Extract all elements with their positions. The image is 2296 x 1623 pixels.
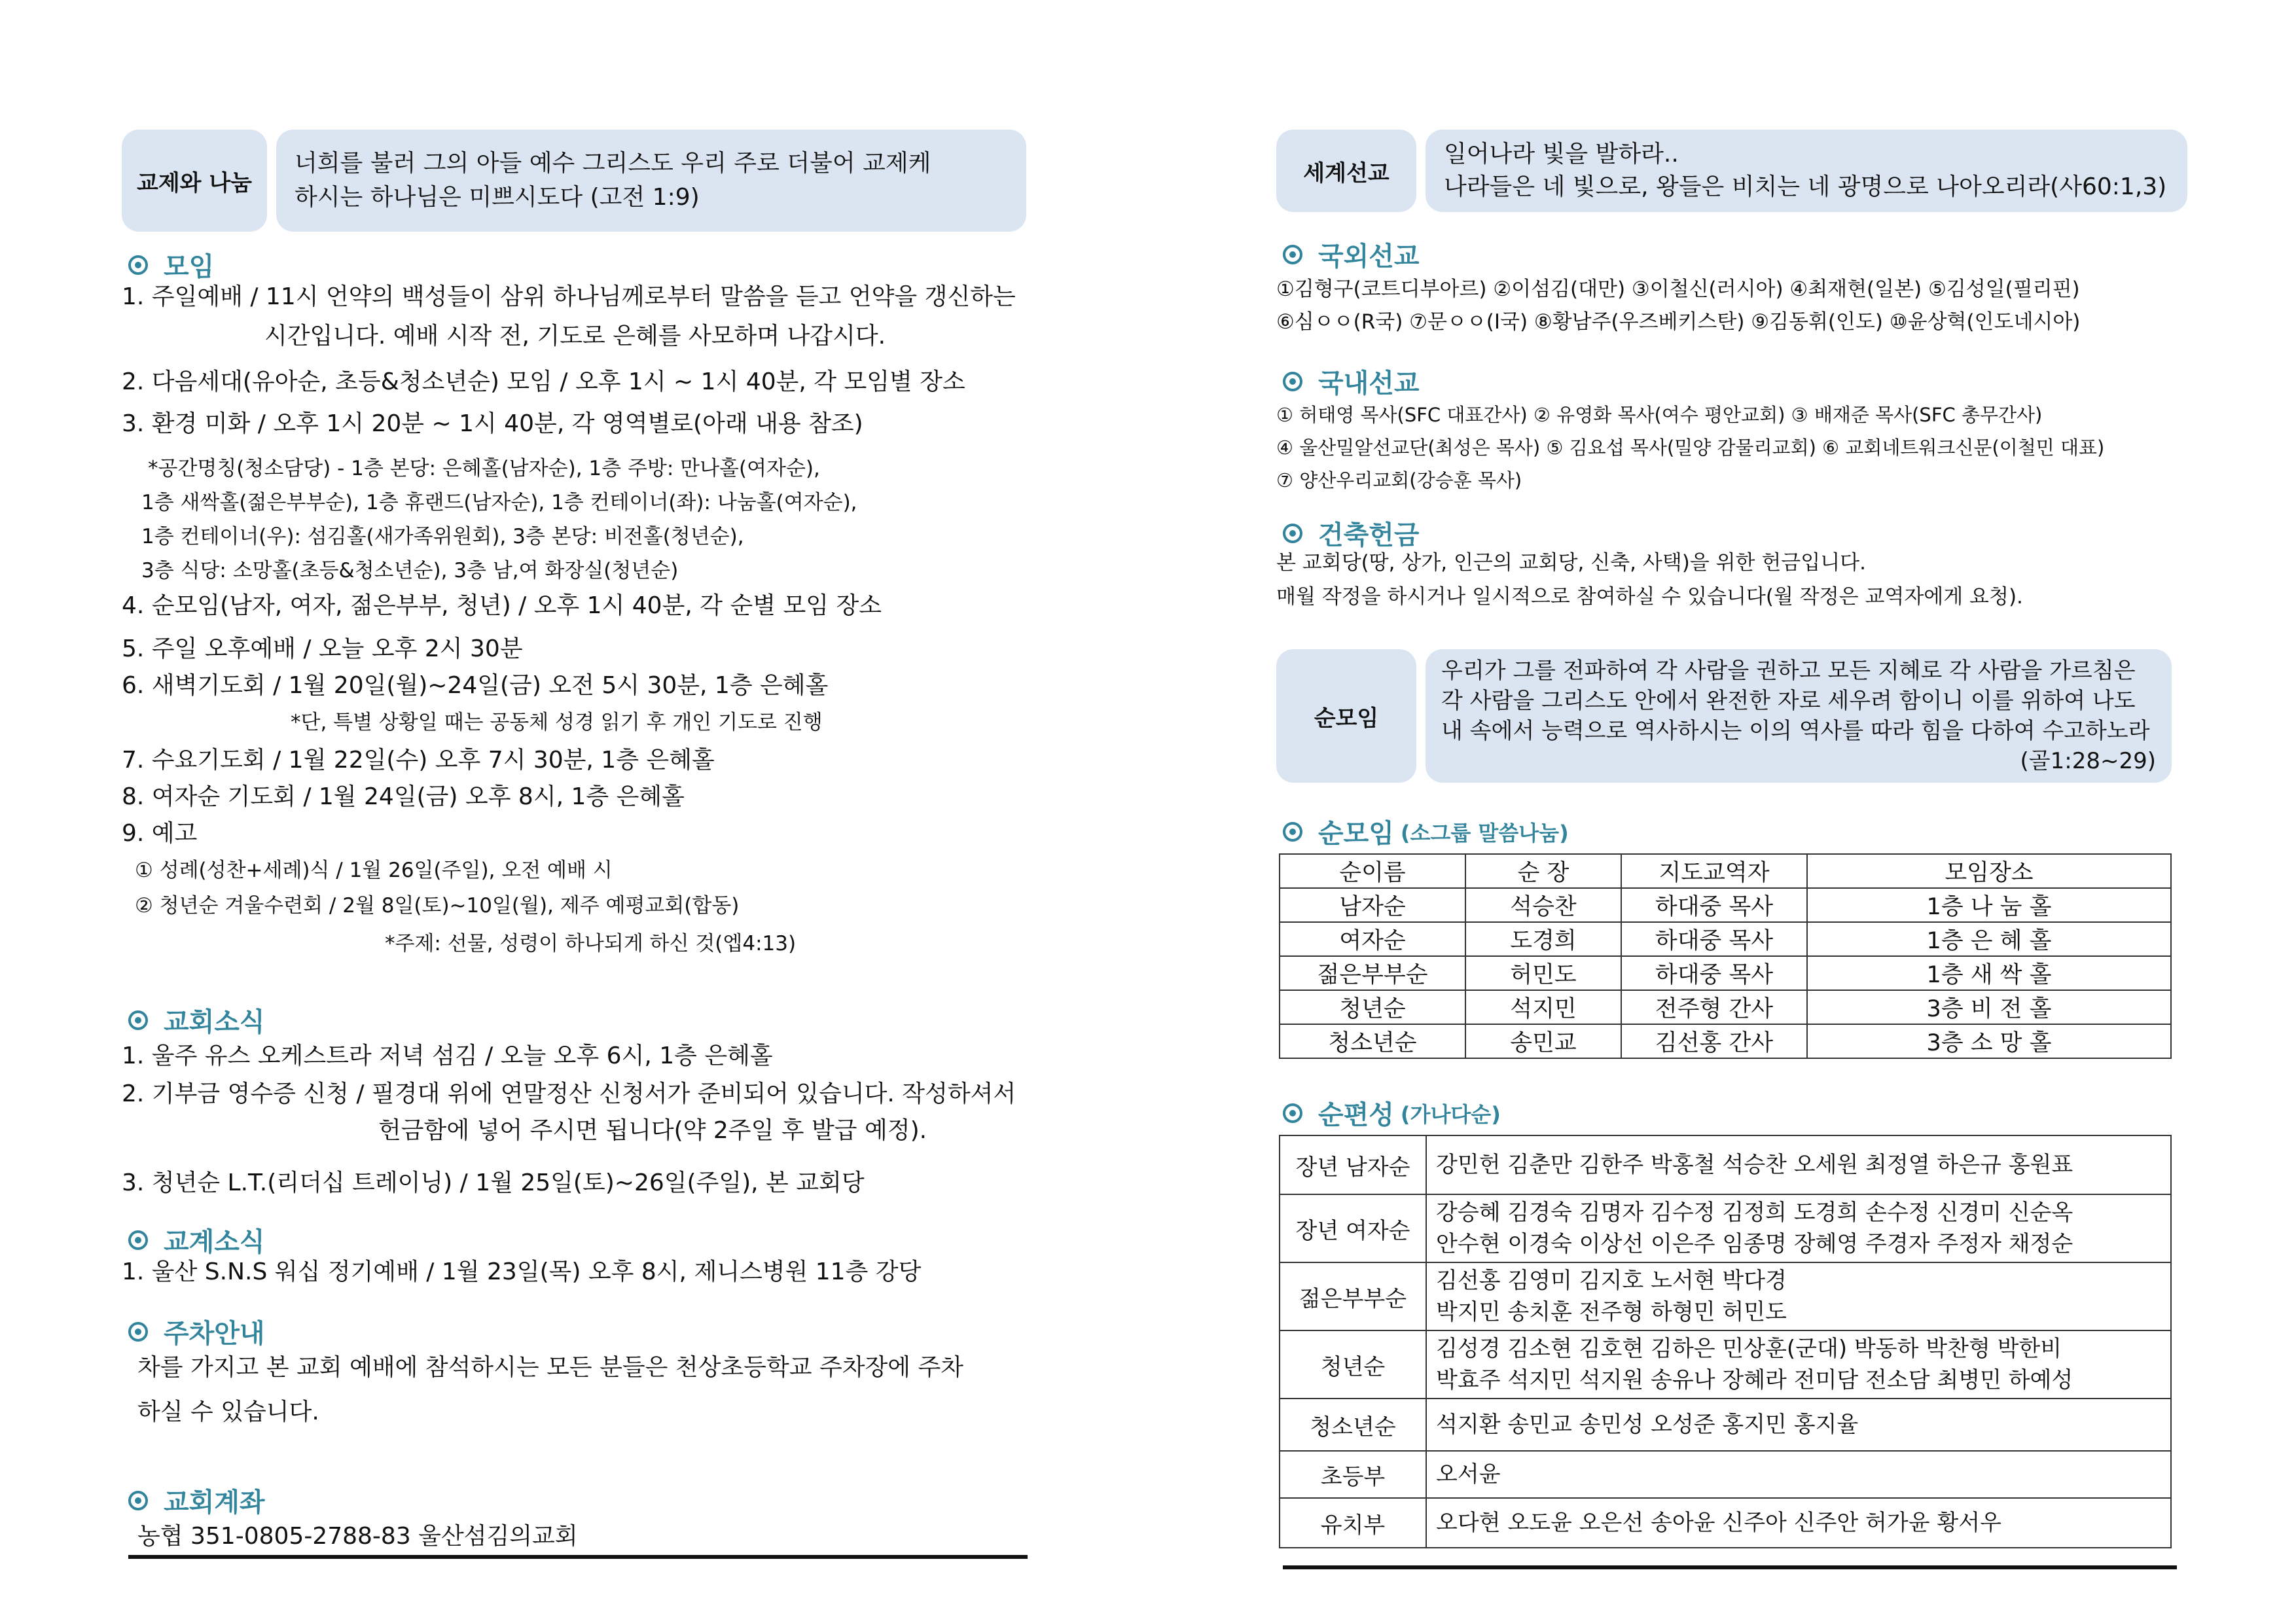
- member-names: 석지환 송민교 송민성 오성준 홍지민 홍지율: [1426, 1399, 2171, 1451]
- bullet-icon: [128, 1491, 148, 1510]
- mission-header: [1276, 130, 2187, 212]
- domestic-line-2: ④ 울산밀알선교단(최성은 목사) ⑤ 김요섭 목사(밀양 감물리교회) ⑥ 교회네트워크신문(이철민 대표): [1276, 437, 2105, 459]
- parking-title: 주차안내: [128, 1313, 265, 1350]
- table-row: [1280, 1451, 2171, 1498]
- table-cell: 청소년순: [1280, 1024, 1465, 1058]
- parking-line-1: 차를 가지고 본 교회 예배에 참석하시는 모든 분들은 천상초등학교 주차장에 주차: [137, 1354, 964, 1381]
- meeting-line-8: 8. 여자순 기도회 / 1월 24일(금) 오후 8시, 1층 은혜홀: [122, 783, 685, 810]
- denomination-news-line-1: 1. 울산 S.N.S 워십 정기예배 / 1월 23일(목) 오후 8시, 제니스병원 11층 강당: [122, 1258, 922, 1285]
- member-group-label: 장년 남자순: [1280, 1135, 1426, 1194]
- fellowship-header-label: 교제와 나눔: [122, 130, 267, 232]
- member-group-label: 초등부: [1280, 1451, 1426, 1498]
- table-row: [1280, 1024, 2171, 1058]
- bullet-icon: [1283, 245, 1302, 264]
- bullet-icon: [1283, 372, 1302, 391]
- mission-verse-line-2: 나라들은 네 빛으로, 왕들은 비치는 네 광명으로 나아오리라(사60:1,3): [1444, 173, 2167, 200]
- meeting-line-5: 5. 주일 오후예배 / 오늘 오후 2시 30분: [122, 635, 523, 662]
- table-row: [1280, 1498, 2171, 1548]
- table-row: [1280, 1399, 2171, 1451]
- table-row: [1280, 1262, 2171, 1330]
- bullet-icon: [1283, 524, 1302, 543]
- building-fund-title: 건축헌금: [1283, 514, 1420, 552]
- meeting-line-3b: 1층 새싹홀(젊은부부순), 1층 휴랜드(남자순), 1층 컨테이너(좌): 나눔홀(여자순),: [141, 491, 857, 514]
- table-cell: 도경희: [1465, 922, 1621, 956]
- table-row: [1280, 1135, 2171, 1194]
- meeting-line-7: 7. 수요기도회 / 1월 22일(수) 오후 7시 30분, 1층 은혜홀: [122, 747, 715, 774]
- group-verse-line-3: 내 속에서 능력으로 역사하시는 이의 역사를 따라 힘을 다하여 수고하노라: [1441, 718, 2150, 744]
- meeting-line-6: 6. 새벽기도회 / 1월 20일(월)~24일(금) 오전 5시 30분, 1층 은혜홀: [122, 672, 829, 699]
- table-cell: 하대중 목사: [1621, 922, 1807, 956]
- building-line-1: 본 교회당(땅, 상가, 인근의 교회당, 신축, 사택)을 위한 헌금입니다.: [1276, 551, 1866, 575]
- domestic-line-3: ⑦ 양산우리교회(강승훈 목사): [1276, 469, 1522, 491]
- domestic-mission-title: 국내선교: [1283, 363, 1420, 400]
- bullet-icon: [128, 1010, 148, 1030]
- table-cell: 1층 은 혜 홀: [1807, 922, 2171, 956]
- meeting-line-1: 1. 주일예배 / 11시 언약의 백성들이 삼위 하나님께로부터 말씀을 듣고 언약을 갱신하는: [122, 283, 1016, 310]
- bottom-rule-left: [128, 1555, 1028, 1559]
- member-names: 김성경 김소현 김호현 김하은 민상훈(군대) 박동하 박찬형 박한비 박효주 석지민 석지원 송유나 장혜라 전미담 전소담 최병민 하예성: [1426, 1330, 2171, 1399]
- table-header-cell: 지도교역자: [1621, 854, 1807, 888]
- meeting-line-9: 9. 예고: [122, 820, 198, 847]
- member-names: 강승혜 김경숙 김명자 김수정 김정희 도경희 손수정 신경미 신순옥 안수현 이경숙 이상선 이은주 임종명 장혜영 주경자 주정자 채정순: [1426, 1194, 2171, 1262]
- table-row: [1280, 922, 2171, 956]
- table-cell: 석지민: [1465, 990, 1621, 1024]
- member-group-label: 유치부: [1280, 1498, 1426, 1548]
- fellowship-header: [122, 130, 1026, 232]
- bottom-rule-right: [1283, 1565, 2177, 1569]
- table-cell: 허민도: [1465, 956, 1621, 990]
- table-cell: 송민교: [1465, 1024, 1621, 1058]
- meeting-section-title: 모임: [128, 246, 214, 283]
- table-cell: 젊은부부순: [1280, 956, 1465, 990]
- table-row: [1280, 956, 2171, 990]
- church-news-line-2b: 헌금함에 넣어 주시면 됩니다(약 2주일 후 발급 예정).: [378, 1117, 927, 1144]
- bullet-icon: [128, 1322, 148, 1342]
- table-row: [1280, 1330, 2171, 1399]
- table-cell: 청년순: [1280, 990, 1465, 1024]
- mission-header-verse: [1426, 130, 2187, 212]
- member-group-label: 장년 여자순: [1280, 1194, 1426, 1262]
- bullet-icon: [128, 255, 148, 275]
- table-row: [1280, 990, 2171, 1024]
- group-verse-line-4: (골1:28~29): [2020, 748, 2156, 774]
- member-names: 김선홍 김영미 김지호 노서현 박다경 박지민 송치훈 전주형 하형민 허민도: [1426, 1262, 2171, 1330]
- account-title: 교회계좌: [128, 1482, 265, 1519]
- small-group-header: [1276, 649, 2172, 783]
- bullet-icon: [1283, 822, 1302, 842]
- table-cell: 3층 비 전 홀: [1807, 990, 2171, 1024]
- bullet-icon: [128, 1230, 148, 1250]
- meeting-line-6b: *단, 특별 상황일 때는 공동체 성경 읽기 후 개인 기도로 진행: [291, 711, 823, 734]
- table-header-cell: 순이름: [1280, 854, 1465, 888]
- domestic-line-1: ① 허태영 목사(SFC 대표간사) ② 유영화 목사(여수 평안교회) ③ 배재준 목사(SFC 총무간사): [1276, 404, 2043, 426]
- building-line-2: 매월 작정을 하시거나 일시적으로 참여하실 수 있습니다(월 작정은 교역자에게 요청).: [1276, 585, 2023, 609]
- meeting-line-4: 4. 순모임(남자, 여자, 젊은부부, 청년) / 오후 1시 40분, 각 순별 모임 장소: [122, 592, 882, 619]
- table-header-cell: 모임장소: [1807, 854, 2171, 888]
- table-cell: 하대중 목사: [1621, 956, 1807, 990]
- meeting-line-2: 2. 다음세대(유아순, 초등&청소년순) 모임 / 오후 1시 ~ 1시 40분, 각 모임별 장소: [122, 368, 965, 395]
- table-header-row: [1280, 854, 2171, 888]
- overseas-line-2: ⑥심ㅇㅇ(R국) ⑦문ㅇㅇ(I국) ⑧황남주(우즈베키스탄) ⑨김동휘(인도) ⑩윤상혁(인도네시아): [1276, 310, 2081, 334]
- mission-header-label: 세계선교: [1276, 130, 1416, 212]
- member-group-label: 청소년순: [1280, 1399, 1426, 1451]
- group-verse-line-1: 우리가 그를 전파하여 각 사람을 권하고 모든 지혜로 각 사람을 가르침은: [1441, 658, 2136, 684]
- overseas-mission-title: 국외선교: [1283, 236, 1420, 273]
- table-cell: 전주형 간사: [1621, 990, 1807, 1024]
- small-group-title: 순모임 (소그룹 말씀나눔): [1283, 813, 1569, 850]
- table-row: [1280, 888, 2171, 922]
- table-cell: 여자순: [1280, 922, 1465, 956]
- church-news-line-2: 2. 기부금 영수증 신청 / 필경대 위에 연말정산 신청서가 준비되어 있습니다. 작성하셔서: [122, 1080, 1016, 1107]
- table-cell: 1층 나 눔 홀: [1807, 888, 2171, 922]
- meeting-line-3: 3. 환경 미화 / 오후 1시 20분 ~ 1시 40분, 각 영역별로(아래 내용 참조): [122, 410, 863, 437]
- meeting-line-9a: ① 성례(성찬+세례)식 / 1월 26일(주일), 오전 예배 시: [135, 859, 613, 882]
- meeting-line-3a: *공간명칭(청소담당) - 1층 본당: 은혜홀(남자순), 1층 주방: 만나홀(여자순),: [148, 457, 820, 480]
- meeting-line-9b: ② 청년순 겨울수련회 / 2월 8일(토)~10일(월), 제주 예평교회(합동): [135, 894, 740, 918]
- group-verse-line-2: 각 사람을 그리스도 안에서 완전한 자로 세우려 함이니 이를 위하여 나도: [1441, 688, 2136, 714]
- meeting-line-3d: 3층 식당: 소망홀(초등&청소년순), 3층 남,여 화장실(청년순): [141, 559, 679, 582]
- account-line-1: 농협 351-0805-2788-83 울산섬김의교회: [137, 1523, 578, 1550]
- table-cell: 남자순: [1280, 888, 1465, 922]
- church-news-title: 교회소식: [128, 1001, 265, 1039]
- church-news-line-3: 3. 청년순 L.T.(리더십 트레이닝) / 1월 25일(토)~26일(주일), 본 교회당: [122, 1169, 865, 1196]
- table-cell: 김선홍 간사: [1621, 1024, 1807, 1058]
- denomination-news-title: 교계소식: [128, 1221, 265, 1258]
- member-group-label: 젊은부부순: [1280, 1262, 1426, 1330]
- table-cell: 1층 새 싹 홀: [1807, 956, 2171, 990]
- member-names: 강민헌 김춘만 김한주 박홍철 석승찬 오세원 최정열 하은규 홍원표: [1426, 1135, 2171, 1194]
- meeting-line-1b: 시간입니다. 예배 시작 전, 기도로 은혜를 사모하며 나갑시다.: [264, 323, 886, 349]
- small-group-table: [1279, 853, 2172, 1059]
- meeting-line-3c: 1층 컨테이너(우): 섬김홀(새가족위원회), 3층 본당: 비전홀(청년순),: [141, 525, 744, 548]
- table-cell: 하대중 목사: [1621, 888, 1807, 922]
- small-group-header-label: 순모임: [1276, 649, 1416, 783]
- table-cell: 3층 소 망 홀: [1807, 1024, 2171, 1058]
- church-news-line-1: 1. 울주 유스 오케스트라 저녁 섬김 / 오늘 오후 6시, 1층 은혜홀: [122, 1043, 773, 1069]
- bullet-icon: [1283, 1103, 1302, 1123]
- parking-line-2: 하실 수 있습니다.: [137, 1399, 319, 1425]
- table-row: [1280, 1194, 2171, 1262]
- small-group-header-verse: [1426, 649, 2172, 783]
- member-names: 오서윤: [1426, 1451, 2171, 1498]
- overseas-line-1: ①김형구(코트디부아르) ②이섬김(대만) ③이철신(러시아) ④최재현(일본) ⑤김성일(필리핀): [1276, 277, 2080, 301]
- meeting-line-9c: *주제: 선물, 성령이 하나되게 하신 것(엡4:13): [385, 932, 797, 955]
- verse-line-2: 하시는 하나님은 미쁘시도다 (고전 1:9): [295, 184, 700, 211]
- mission-verse-line-1: 일어나라 빛을 발하라..: [1444, 141, 1679, 168]
- members-title: 순편성 (가나다순): [1283, 1094, 1501, 1132]
- table-cell: 석승찬: [1465, 888, 1621, 922]
- member-group-label: 청년순: [1280, 1330, 1426, 1399]
- fellowship-header-verse: [276, 130, 1026, 232]
- table-header-cell: 순 장: [1465, 854, 1621, 888]
- members-table: [1279, 1135, 2172, 1548]
- verse-line-1: 너희를 불러 그의 아들 예수 그리스도 우리 주로 더불어 교제케: [295, 150, 931, 177]
- member-names: 오다현 오도윤 오은선 송아윤 신주아 신주안 허가윤 황서우: [1426, 1498, 2171, 1548]
